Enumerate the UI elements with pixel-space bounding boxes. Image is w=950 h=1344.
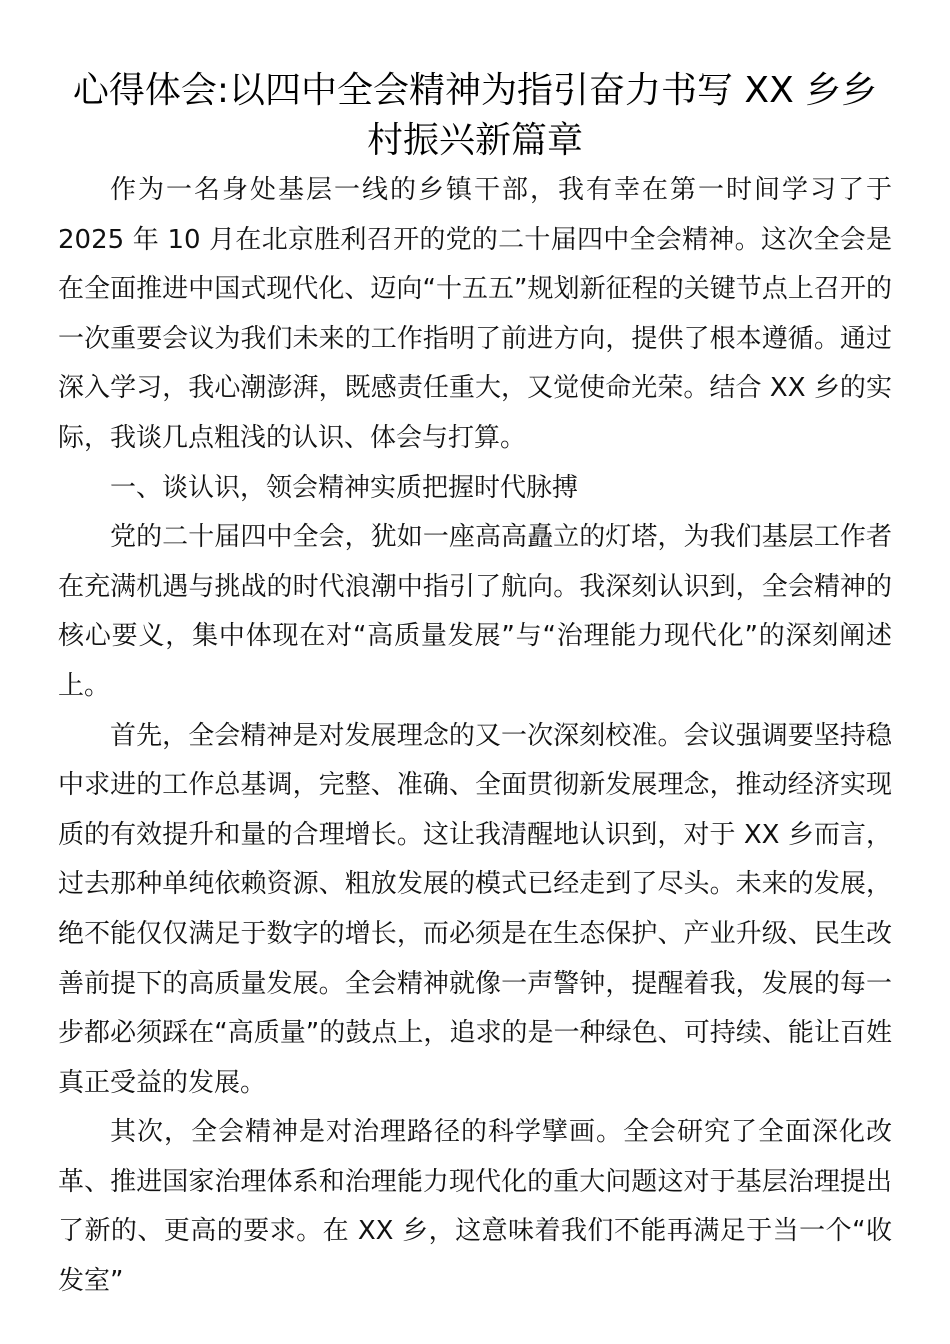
paragraph-first-point: 首先，全会精神是对发展理念的又一次深刻校准。会议强调要坚持稳中求进的工作总基调，完整、准确、全面贯彻新发展理念，推动经济实现质的有效提升和量的合理增长。这让我清醒地认识到，对于 XX 乡而言，过去那种单纯依赖资源、粗放发展的模式已经走到了尽头。未来的发展，绝不能仅仅满足于数字的增长，而必须是在生态保护、产业升级、民生改善前提下的高质量发展。全会精神就像一声警钟，提醒着我，发展的每一步都必须踩在“高质量”的鼓点上，追求的是一种绿色、可持续、能让百姓真正受益的发展。 bbox=[58, 720, 892, 1098]
paragraph-intro: 作为一名身处基层一线的乡镇干部，我有幸在第一时间学习了于 2025 年 10 月在北京胜利召开的党的二十届四中全会精神。这次全会是在全面推进中国式现代化、迈向“十五五”规划新征程的关键节点上召开的一次重要会议为我们未来的工作指明了前进方向，提供了根本遵循。通过深入学习，我心潮澎湃，既感责任重大，又觉使命光荣。结合 XX 乡的实际，我谈几点粗浅的认识、体会与打算。 bbox=[58, 175, 892, 453]
section-heading-1: 一、谈认识，领会精神实质把握时代脉搏 bbox=[110, 472, 579, 503]
document-title: 心得体会:以四中全会精神为指引奋力书写 XX 乡乡村振兴新篇章 bbox=[72, 70, 878, 161]
document-page bbox=[58, 66, 892, 1307]
paragraph-lighthouse: 党的二十届四中全会，犹如一座高高矗立的灯塔，为我们基层工作者在充满机遇与挑战的时代浪潮中指引了航向。我深刻认识到，全会精神的核心要义，集中体现在对“高质量发展”与“治理能力现代化”的深刻阐述上。 bbox=[58, 522, 892, 701]
paragraph-second-point: 其次，全会精神是对治理路径的科学擘画。全会研究了全面深化改革、推进国家治理体系和治理能力现代化的重大问题这对于基层治理提出了新的、更高的要求。在 XX 乡，这意味着我们不能再满足于当一个“收发室” bbox=[58, 1117, 892, 1297]
